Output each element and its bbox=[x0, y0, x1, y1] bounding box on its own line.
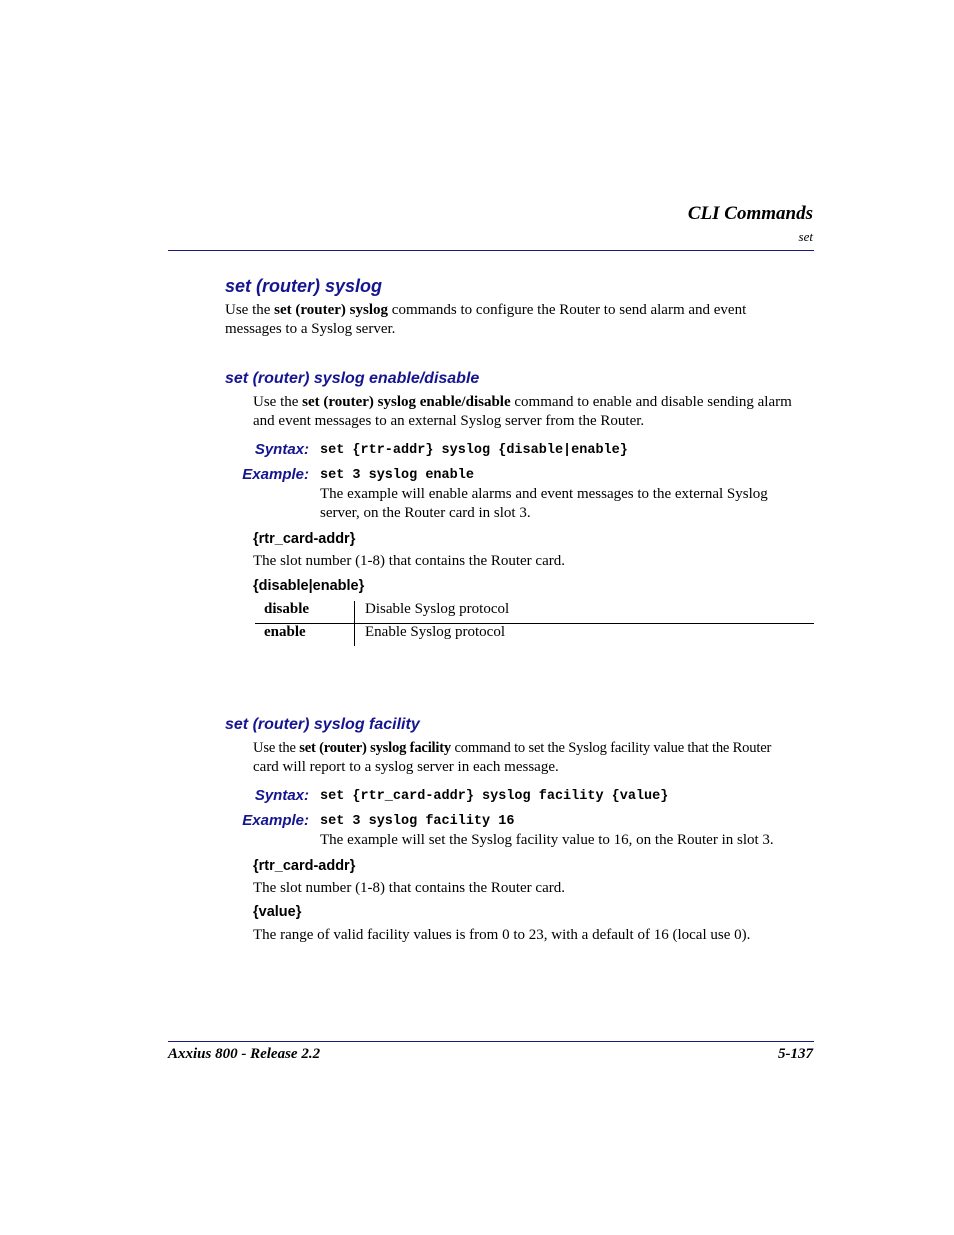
facility-description: Use the set (router) syslog facility command to set the Syslog facility value that the Router card will report to a syslog server in each message. bbox=[253, 740, 772, 775]
example-description: The example will set the Syslog facility value to 16, on the Router in slot 3. bbox=[320, 832, 774, 848]
example-label: Example: bbox=[242, 466, 309, 483]
syntax-label: Syntax: bbox=[254, 441, 309, 458]
option-value: Enable Syslog protocol bbox=[365, 624, 505, 640]
syntax-code: set {rtr_card-addr} syslog facility {value} bbox=[320, 789, 669, 804]
example-description: The example will enable alarms and event messages to the external Syslog server, on the Router card in slot 3. bbox=[320, 486, 768, 521]
option-key: disable bbox=[255, 601, 355, 624]
param-value: {value} bbox=[253, 904, 302, 920]
param-rtr-card-addr-description: The slot number (1-8) that contains the Router card. bbox=[253, 553, 565, 569]
running-header-title: CLI Commands bbox=[687, 203, 813, 224]
option-value: Disable Syslog protocol bbox=[355, 601, 815, 624]
enable-disable-description: Use the set (router) syslog enable/disable command to enable and disable sending alarm and event messages to an external Syslog server from the Router. bbox=[253, 394, 792, 429]
running-header-subtitle: set bbox=[798, 229, 813, 244]
table-row bbox=[255, 601, 814, 624]
option-key: enable bbox=[255, 624, 355, 647]
example-code: set 3 syslog enable bbox=[320, 468, 474, 483]
param-rtr-card-addr: {rtr_card-addr} bbox=[253, 531, 356, 547]
section-title: set (router) syslog bbox=[225, 276, 383, 296]
section-intro: Use the set (router) syslog commands to configure the Router to send alarm and event messages to a Syslog server. bbox=[225, 302, 747, 337]
footer-product: Axxius 800 - Release 2.2 bbox=[168, 1046, 321, 1062]
syntax-code: set {rtr-addr} syslog {disable|enable} bbox=[320, 443, 628, 458]
table-row bbox=[255, 624, 814, 647]
syntax-label: Syntax: bbox=[254, 787, 309, 804]
enable-disable-title: set (router) syslog enable/disable bbox=[225, 370, 480, 387]
footer-rule bbox=[168, 1041, 814, 1042]
page-number: 5-137 bbox=[778, 1046, 813, 1062]
param-rtr-card-addr-description: The slot number (1-8) that contains the Router card. bbox=[253, 880, 565, 896]
header-rule bbox=[168, 250, 814, 251]
param-rtr-card-addr: {rtr_card-addr} bbox=[253, 858, 356, 874]
example-code: set 3 syslog facility 16 bbox=[320, 814, 515, 829]
facility-title: set (router) syslog facility bbox=[225, 716, 420, 733]
param-value-description: The range of valid facility values is from 0 to 23, with a default of 16 (local use 0). bbox=[253, 927, 751, 943]
param-disable-enable: {disable|enable} bbox=[253, 578, 365, 594]
example-label: Example: bbox=[242, 812, 309, 829]
options-table bbox=[255, 601, 814, 646]
